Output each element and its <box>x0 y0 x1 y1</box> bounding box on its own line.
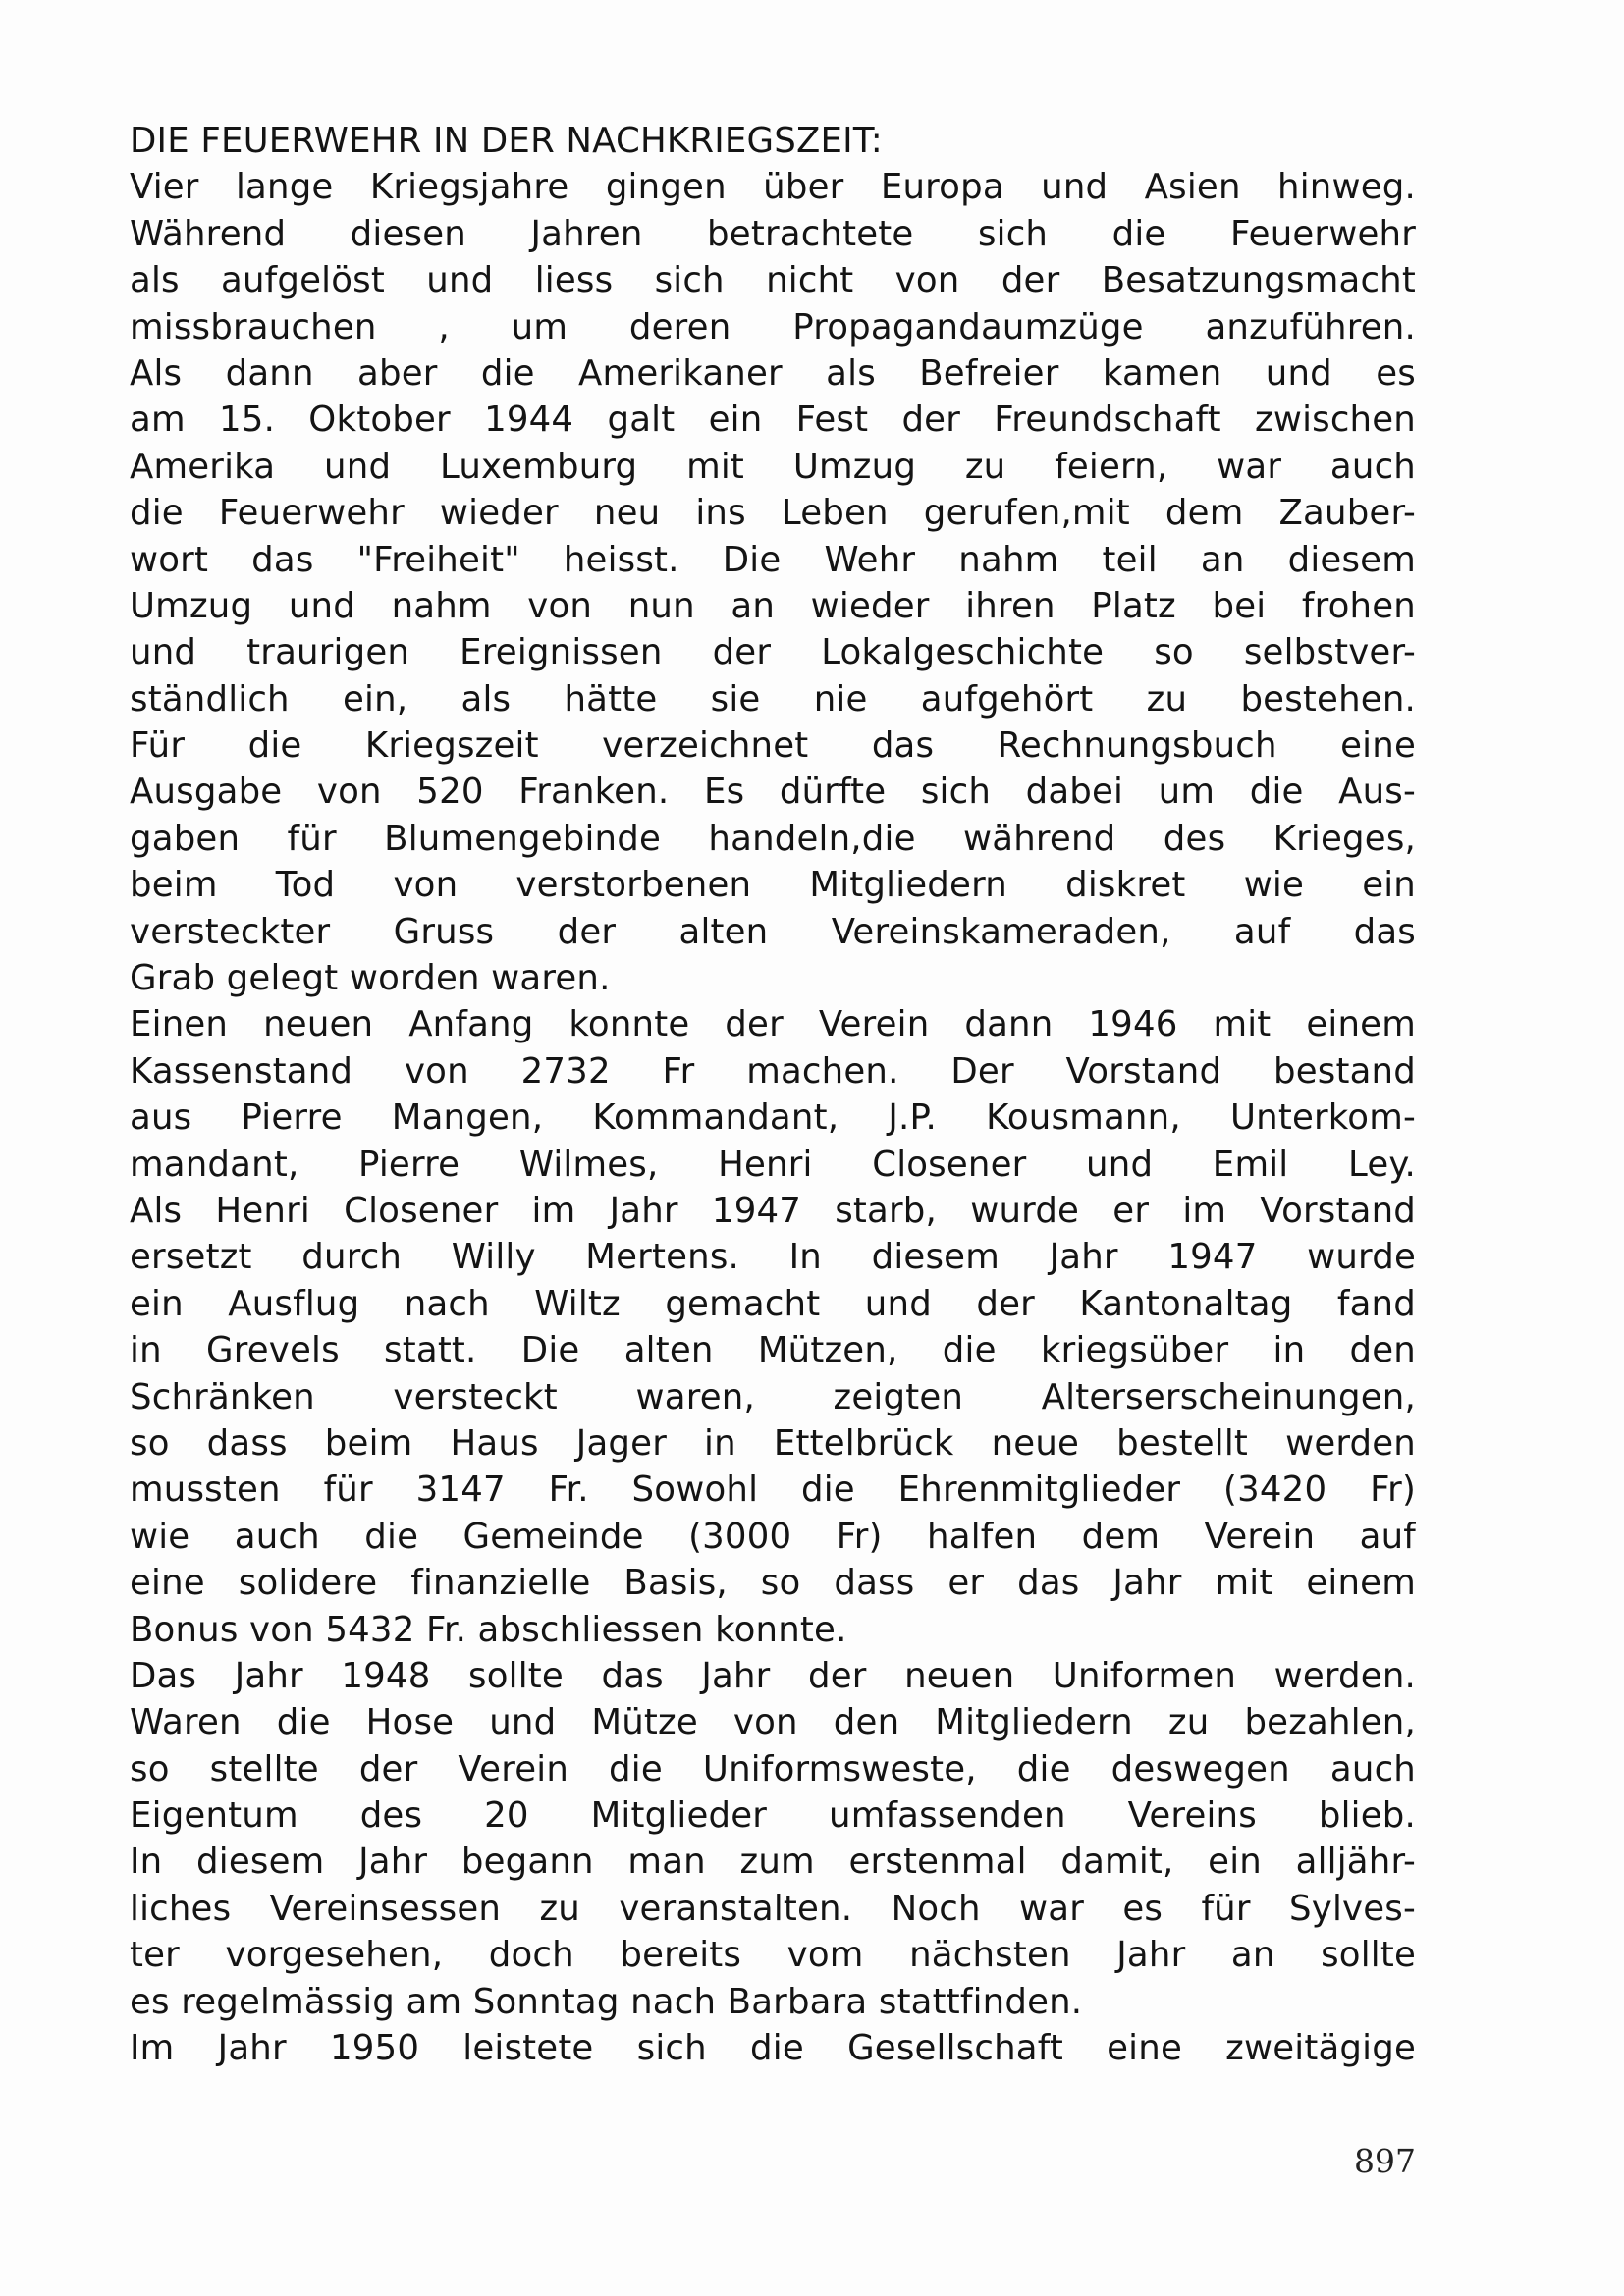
text-line: mussten für 3147 Fr. Sowohl die Ehrenmitglieder (3420 Fr) <box>130 1469 1416 1511</box>
text-line: Vier lange Kriegsjahre gingen über Europa und Asien hinweg. <box>130 167 1416 208</box>
text-line: beim Tod von verstorbenen Mitgliedern diskret wie ein <box>130 865 1416 906</box>
text-line: Amerika und Luxemburg mit Umzug zu feiern, war auch <box>130 446 1416 487</box>
text-line: Ausgabe von 520 Franken. Es dürfte sich dabei um die Aus- <box>130 772 1416 813</box>
text-line: Das Jahr 1948 sollte das Jahr der neuen Uniformen werden. <box>130 1655 1416 1696</box>
text-line: Als dann aber die Amerikaner als Befreier kamen und es <box>130 352 1416 394</box>
text-line: Im Jahr 1950 leistete sich die Gesellschaft eine zweitägige <box>130 2028 1416 2069</box>
text-line: wort das "Freiheit" heisst. Die Wehr nahm teil an diesem <box>130 539 1416 580</box>
text-line: eine solidere finanzielle Basis, so dass er das Jahr mit einem <box>130 1563 1416 1604</box>
body-text <box>130 118 1416 2071</box>
text-line: und traurigen Ereignissen der Lokalgeschichte so selbstver- <box>130 632 1416 673</box>
text-line: Als Henri Closener im Jahr 1947 starb, wurde er im Vorstand <box>130 1190 1416 1231</box>
text-line: Kassenstand von 2732 Fr machen. Der Vorstand bestand <box>130 1050 1416 1092</box>
text-line: gaben für Blumengebinde handeln,die während des Krieges, <box>130 818 1416 859</box>
text-line: als aufgelöst und liess sich nicht von der Besatzungsmacht <box>130 260 1416 301</box>
text-line: liches Vereinsessen zu veranstalten. Noch war es für Sylves- <box>130 1888 1416 1929</box>
text-line: am 15. Oktober 1944 galt ein Fest der Freundschaft zwischen <box>130 400 1416 441</box>
text-line: ersetzt durch Willy Mertens. In diesem Jahr 1947 wurde <box>130 1237 1416 1278</box>
text-line: wie auch die Gemeinde (3000 Fr) halfen dem Verein auf <box>130 1516 1416 1557</box>
text-line: Während diesen Jahren betrachtete sich die Feuerwehr <box>130 213 1416 254</box>
text-line: versteckter Gruss der alten Vereinskameraden, auf das <box>130 911 1416 952</box>
text-line: in Grevels statt. Die alten Mützen, die kriegsüber in den <box>130 1330 1416 1371</box>
text-line: Umzug und nahm von nun an wieder ihren Platz bei frohen <box>130 585 1416 626</box>
text-line: die Feuerwehr wieder neu ins Leben gerufen,mit dem Zauber- <box>130 493 1416 534</box>
page-number: 897 <box>1354 2142 1416 2180</box>
text-line: Eigentum des 20 Mitglieder umfassenden Vereins blieb. <box>130 1795 1416 1837</box>
text-line: so dass beim Haus Jager in Ettelbrück neue bestellt werden <box>130 1422 1416 1464</box>
text-line: ständlich ein, als hätte sie nie aufgehört zu bestehen. <box>130 678 1416 720</box>
text-line: es regelmässig am Sonntag nach Barbara stattfinden. <box>130 1981 1083 2022</box>
text-line: ein Ausflug nach Wiltz gemacht und der Kantonaltag fand <box>130 1283 1416 1324</box>
text-line: ter vorgesehen, doch bereits vom nächsten Jahr an sollte <box>130 1935 1416 1976</box>
text-line: Für die Kriegszeit verzeichnet das Rechnungsbuch eine <box>130 725 1416 767</box>
text-line: Schränken versteckt waren, zeigten Alterserscheinungen, <box>130 1376 1416 1417</box>
text-line: Grab gelegt worden waren. <box>130 958 611 999</box>
section-heading: DIE FEUERWEHR IN DER NACHKRIEGSZEIT: <box>130 121 883 161</box>
text-line: Bonus von 5432 Fr. abschliessen konnte. <box>130 1609 847 1650</box>
text-line: so stellte der Verein die Uniformsweste, die deswegen auch <box>130 1748 1416 1789</box>
text-line: Waren die Hose und Mütze von den Mitgliedern zu bezahlen, <box>130 1702 1416 1743</box>
text-line: aus Pierre Mangen, Kommandant, J.P. Kousmann, Unterkom- <box>130 1097 1416 1139</box>
text-line: In diesem Jahr begann man zum erstenmal damit, ein alljähr- <box>130 1842 1416 1883</box>
text-line: missbrauchen , um deren Propagandaumzüge anzuführen. <box>130 306 1416 347</box>
text-line: Einen neuen Anfang konnte der Verein dann 1946 mit einem <box>130 1004 1416 1045</box>
text-line: mandant, Pierre Wilmes, Henri Closener und Emil Ley. <box>130 1144 1416 1185</box>
